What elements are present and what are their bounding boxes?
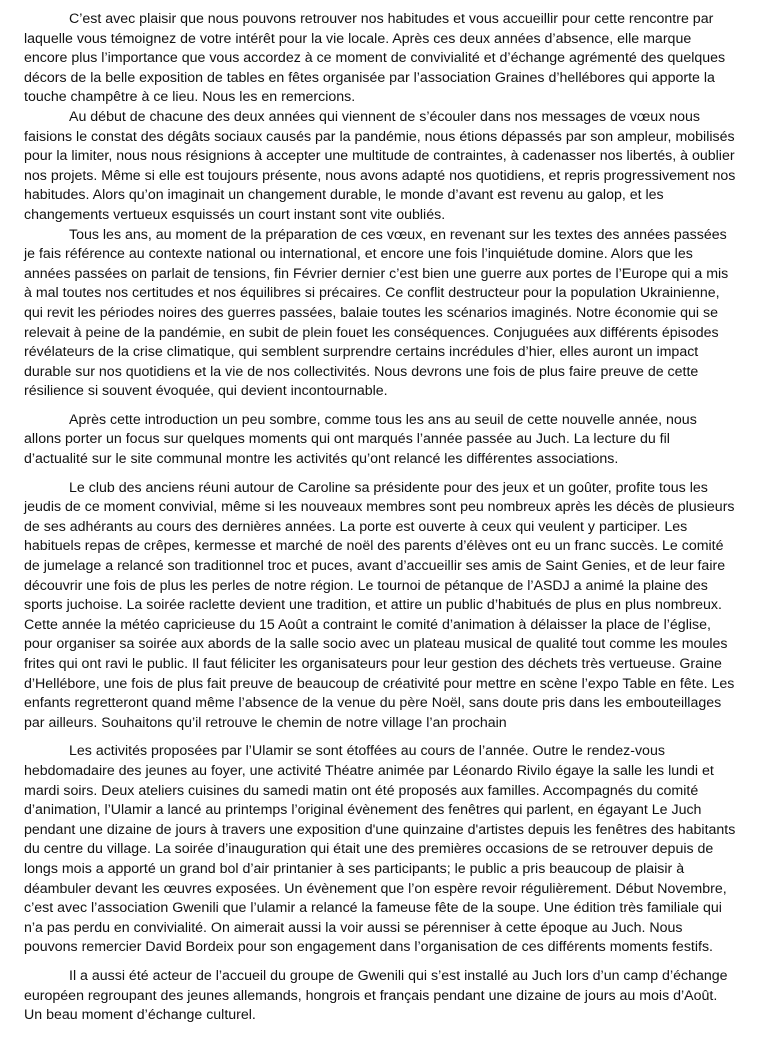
paragraph-gwenili: Il a aussi été acteur de l’accueil du groupe de Gwenili qui s’est installé au Juch lors d’un camp d’échange européen regroupant des jeunes allemands, hongrois et français pendant une dizaine de jours au mois d’Août. Un beau moment d’échange culturel. [24, 967, 728, 1024]
paragraph-welcome: C’est avec plaisir que nous pouvons retrouver nos habitudes et vous accueillir pour cette rencontre par laquelle vous témoignez de votre intérêt pour la vie locale. Après ces deux années d’absence, elle marque encore plus l’importance que vous accordez à ce moment de convivialité et d’échange agrémenté des quelques décors de la belle exposition de tables en fêtes organisée par l’association Graines d’hellébores qui apporte la touche champêtre à ce lieu. Nous les en remercions. [24, 11, 726, 106]
paragraph-context: Tous les ans, au moment de la préparation de ces vœux, en revenant sur les textes des années passées je fais référence au contexte national ou international, et encore une fois l’inquiétude domine. Alors que les années passées on parlait de tensions, fin Février dernier c’est bien une guerre aux portes de l’Europe qui a mis à mal toutes nos certitudes et nos équilibres si précaires. Ce conflit destructeur pour la population Ukrainienne, qui revit les périodes noires des guerres passées, balaie toutes les scénarios imaginés. Notre économie qui se relevait à peine de la pandémie, en subit de plein fouet les conséquences. Conjuguées aux différents épisodes révélateurs de la crise climatique, qui semblent surprendre certains incrédules d’hier, elles auront un impact durable sur nos quotidiens et la vie de nos collectivités. Nous devrons une fois de plus faire preuve de cette résilience si souvent évoquée, qui devient incontournable. [24, 226, 729, 400]
paragraph-ulamir: Les activités proposées par l’Ulamir se sont étoffées au cours de l’année. Outre le rendez-vous hebdomadaire des jeunes au foyer, une activité Théatre animée par Léonardo Rivilo égaye la salle les lundi et mardi soirs. Deux ateliers cuisines du samedi matin ont été proposés aux familles. Accompagnés du comité d’animation, l’Ulamir a lancé au printemps l’original évènement des fenêtres qui parlent, en égayant Le Juch pendant une dizaine de jours à travers une exposition d'une quinzaine d'artistes depuis les fenêtres des habitants du centre du village. La soirée d’inauguration qui était une des premières occasions de se retrouver depuis de longs mois a apporté un grand bol d’air printanier à ses participants; le public a pris beaucoup de plaisir à déambuler devant les œuvres exposées. Un évènement que l’on espère revoir régulièrement. Début Novembre, c’est avec l’association Gwenili que l’ulamir a relancé la fameuse fête de la soupe. Une édition très familiale qui n’a pas perdu en convivialité. On aimerait aussi la voir aussi se pérenniser à cette époque au Juch. Nous pouvons remercier David Bordeix pour son engagement dans l’organisation de ces différents moments festifs. [24, 743, 736, 956]
paragraph-focus: Après cette introduction un peu sombre, comme tous les ans au seuil de cette nouvelle année, nous allons porter un focus sur quelques moments qui ont marqués l’année passée au Juch. La lecture du fil d’actualité sur le site communal montre les activités qu’ont relancé les différentes associations. [24, 411, 697, 468]
paragraph-pandemic: Au début de chacune des deux années qui viennent de s’écouler dans nos messages de vœux nous faisions le constat des dégâts sociaux causés par la pandémie, nous étions dépassés par son ampleur, mobilisés pour la limiter, nous nous résignions à accepter une multitude de contraintes, à cadenasser nos libertés, à oublier nos projets. Même si elle est toujours présente, nous avons adapté nos quotidiens, et repris progressivement nos habitudes. Alors qu’on imaginait un changement durable, le monde d’avant est revenu au galop, et les changements vertueux esquissés un court instant sont vite oubliés. [24, 108, 736, 223]
paragraph-associations: Le club des anciens réuni autour de Caroline sa présidente pour des jeux et un goûter, profite tous les jeudis de ce moment convivial, même si les nouveaux membres sont peu nombreux après les décès de plusieurs de ses adhérants au cours des dernières années. La porte est ouverte à ceux qui veulent y participer. Les habituels repas de crêpes, kermesse et marché de noël des parents d’élèves ont eu un franc succès. Le comité de jumelage a relancé son traditionnel troc et puces, avant d’accueillir ses amis de Saint Genies, et de leur faire découvrir une fois de plus les perles de notre région. Le tournoi de pétanque de l’ASDJ a animé la plaine des sports juchoise. La soirée raclette devient une tradition, et attire un public d’habitués de plus en plus nombreux. Cette année la météo capricieuse du 15 Août a contraint le comité d’animation à délaisser la place de l’église, pour organiser sa soirée aux abords de la salle socio avec un plateau musical de qualité tout comme les moules frites qui ont ravi le public. Il faut féliciter les organisateurs pour leur gestion des déchets très vertueuse. Graine d’Hellébore, une fois de plus fait preuve de beaucoup de créativité pour mettre en scène l’expo Table en fête. Les enfants regretteront quand même l’absence de la venue du père Noël, sans doute pris dans les embouteillages par ailleurs. Souhaitons qu’il retrouve le chemin de notre village l’an prochain [24, 479, 735, 731]
document-page [24, 10, 736, 1026]
